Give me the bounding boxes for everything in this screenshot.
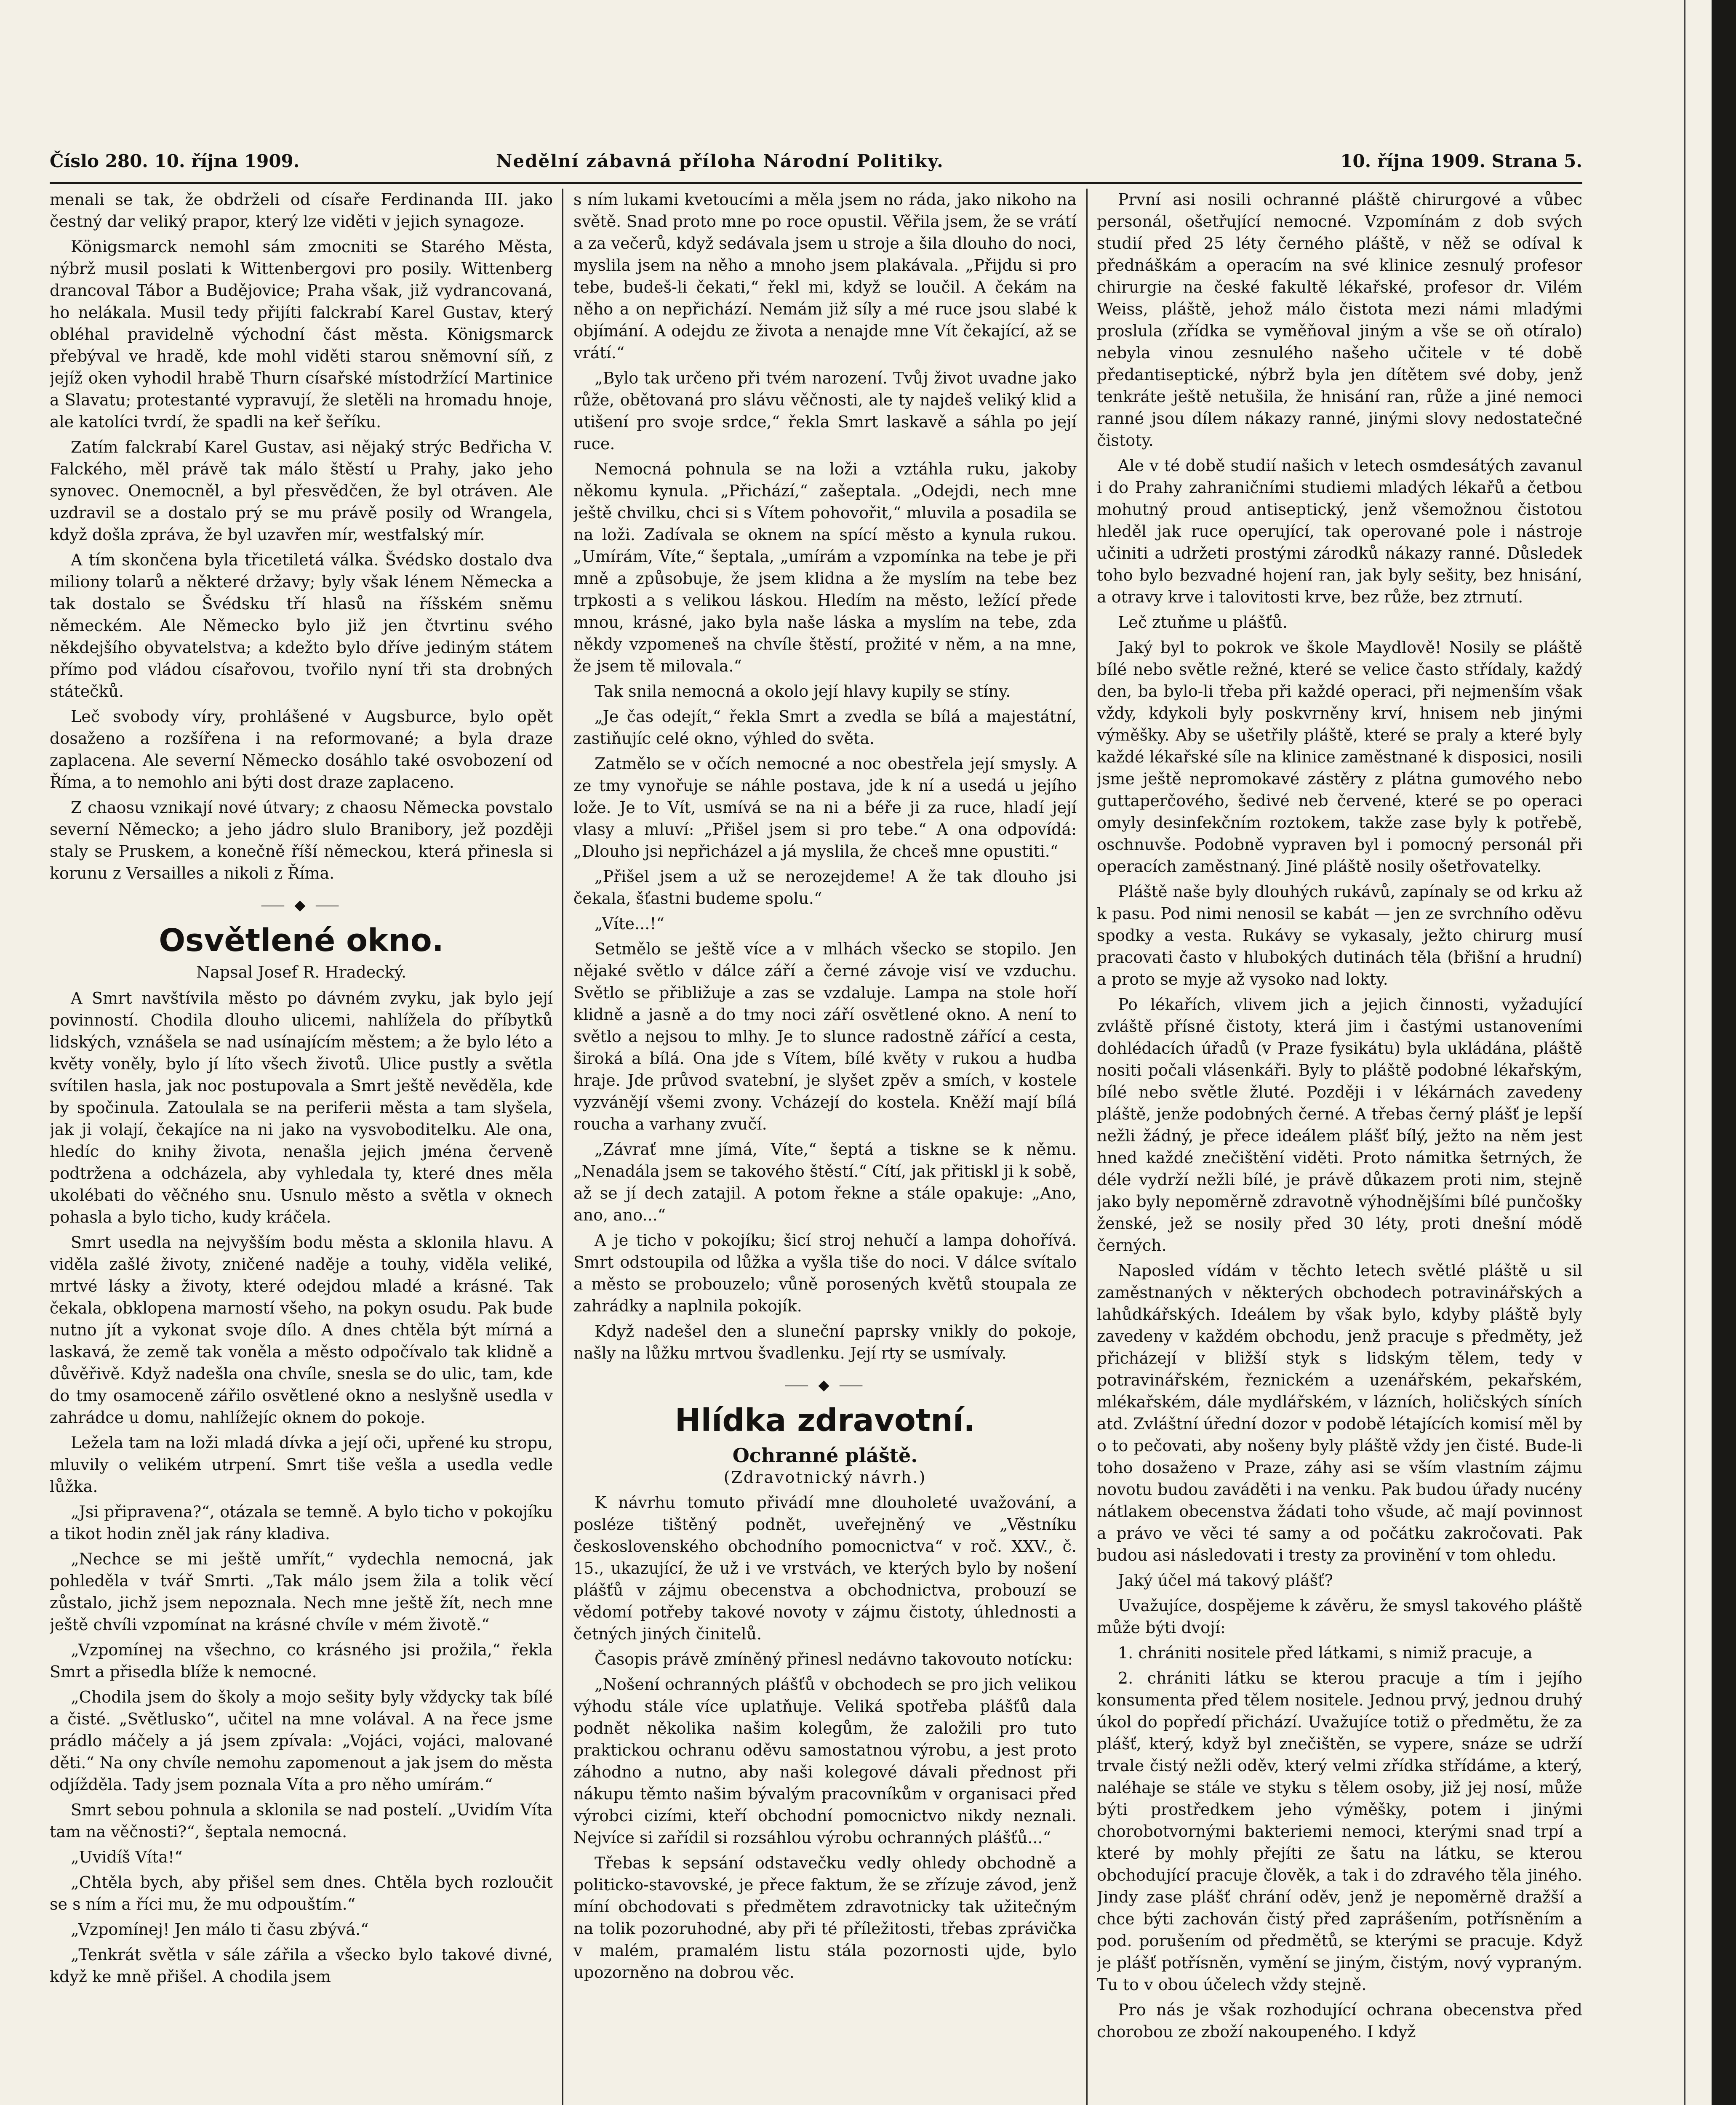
paragraph: A Smrt navštívila město po dávném zvyku, jak bylo její povinností. Chodila dlouho ulicemi, nahlížela do příbytků lidských, vznášela se nad usínajícím městem; a že bylo léto a květy voněly, bylo jí líto všech životů. Ulice pustly a světla svítilen hasla, jak noc postupovala a Smrt ještě nevěděla, kde by spočinula. Zatoulala se na periferii města a tam slyšela, jak ji volají, čekajíce na ni jako na vysvoboditelku. Ale ona, hledíc do knihy života, nenašla jejich jména červeně podtržena a odcházela, aby vyhledala ty, které dnes měla ukolébati do věčného snu. Usnulo město a světla v oknech pohasla a bylo ticho, kudy kráčela. <box>50 989 553 1226</box>
paragraph: Naposled vídám v těchto letech světlé pláště u sil zaměstnaných v některých obchodech potravinářských a lahůdkářských. Ideálem by však bylo, kdyby pláště byly zavedeny v každém obchodu, jenž pracuje s předměty, jež přicházejí v bližší styk s lidským tělem, tedy v potravinářském, řeznickém a uzenářském, pekařském, mlékařském, dále mydlářském, v lázních, holičských síních atd. Zvláštní úřední dozor v podobě létajících komisí měl by o to pečovati, aby nošeny byly pláště vždy jen čisté. Bude-li toho dosaženo v Praze, záhy asi se vším vlastním zájmu novotu budou zaváděti i na venku. Pak budou úřady nucény nátlakem obecenstva žádati toho všude, ač mají povinnost a právo ve věci té samy a od počátku zakročovati. Pak budou asi následovati i tresty za provinění v tom ohledu. <box>1097 1261 1582 1564</box>
column-1 <box>50 189 553 2105</box>
paragraph: „Přišel jsem a už se nerozejdeme! A že tak dlouho jsi čekala, šťastni budeme spolu.“ <box>573 867 1077 908</box>
paragraph: Leč ztuňme u plášťů. <box>1118 613 1288 632</box>
paragraph: „Vzpomínej na všechno, co krásného jsi prožila,“ řekla Smrt a přisedla blíže k nemocné. <box>50 1641 553 1681</box>
paragraph: „Je čas odejít,“ řekla Smrt a zvedla se bílá a majestátní, zastiňujíc celé okno, výhled do světa. <box>573 707 1077 748</box>
section-note: (Zdravotnický návrh.) <box>723 1468 927 1487</box>
paragraph: Leč svobody víry, prohlášené v Augsburce, bylo opět dosaženo a rozšířena i na reformované; a byla draze zaplacena. Ale severní Německo dosáhlo také osvobození od Říma, a to nemohlo ani býti dost draze zaplaceno. <box>50 707 553 791</box>
paragraph: „Chtěla bych, aby přišel sem dnes. Chtěla bych rozloučit se s ním a říci mu, že mu odpouštím.“ <box>50 1873 553 1913</box>
paragraph: s ním lukami kvetoucími a měla jsem no ráda, jako nikoho na světě. Snad proto mne po roce opustil. Věřila jsem, že se vrátí a za večerů, když sedávala jsem u stroje a šila dlouho do noci, myslila jsem na něho a mnoho jsem plakávala. „Přijdu si pro tebe, budeš-li čekati,“ řekl mi, když se loučil. A čekám na něho a on nepřichází. Nemám již síly a mé ruce jsou slabé k objímání. A odejdu ze života a nenajde mne Vít čekající, až se vrátí.“ <box>573 190 1077 362</box>
column-divider-2 <box>1086 189 1088 2105</box>
paragraph: Ležela tam na loži mladá dívka a její oči, upřené ku stropu, mluvily o velikém utrpení. Smrt tiše vešla a usedla vedle lůžka. <box>50 1434 553 1496</box>
paragraph: Zatmělo se v očích nemocné a noc obestřela její smysly. A ze tmy vynořuje se náhle postava, jde k ní a usedá u jejího lože. Je to Vít, usmívá se na ni a béře ji za ruce, hladí její vlasy a mluví: „Přišel jsem si pro tebe.“ A ona odpovídá: „Dlouho jsi nepřicházel a já myslila, že chceš mne opustiti.“ <box>573 754 1077 861</box>
paragraph: Königsmarck nemohl sám zmocniti se Starého Města, nýbrž musil poslati k Wittenbergovi pro posily. Wittenberg drancoval Tábor a Budějovice; Praha však, již vydrancovaná, ho nelákala. Musil tedy přijíti falckrabí Karel Gustav, který obléhal pravidelně východní část města. Königsmarck přebýval ve hradě, kde mohl viděti starou sněmovní síň, z jejíž oken vyhodil hrabě Thurn císařské místodržící Martinice a Slavatu; protestanté vypravují, že sletěli na hromadu hnoje, ale katolíci tvrdí, že spadli na keř šeříku. <box>50 237 553 431</box>
header-rule <box>50 182 1582 184</box>
header-publication-title: Nedělní zábavná příloha Národní Politiky. <box>496 151 944 171</box>
paragraph: 2. chrániti látku se kterou pracuje a tím i jejího konsumenta před tělem nositele. Jednou prvý, jednou druhý úkol do popředí přichází. Uvažujíce totiž o předmětu, že za plášť, který, když byl znečištěn, se vypere, snáze se udrží trvale čistý nežli oděv, který velmi zřídka střídáme, a který, naléhaje se stále ve styku s tělem osoby, již jej nosí, může býti prostředkem jeho výměšky, potem i jinými chorobotvornými bakteriemi nemoci, kterými snad trpí a které by mohly přejíti ze šatu na látku, se kterou obchodující pracuje člověk, a tak i do zdravého těla jiného. Jindy zase plášť chrání oděv, jenž je nepoměrně dražší a chce býti zachován čistý před zaprášením, potřísněním a pod. porušením od předmětů, se kterými se pracuje. Když je plášť potřísněn, vymění se jiným, čistým, nový vypraným. Tu to v obou účelech vždy stejně. <box>1097 1669 1582 1994</box>
paragraph: A je ticho v pokojíku; šicí stroj nehučí a lampa dohořívá. Smrt odstoupila od lůžka a vyšla tiše do noci. V dálce svítalo a město se probouzelo; vůně porosených květů stoupala ze zahrádky a naplnila pokojík. <box>573 1231 1077 1315</box>
paragraph: Ale v té době studií našich v letech osmdesátých zavanul i do Prahy zahraničními studiemi mladých lékařů a četbou mohutný proud antiseptický, jenž všemožnou čistotou hleděl jak ruce operující, tak operované pole i nástroje učiniti a udržeti prostými zárodků nákazy ranné. Důsledek toho bylo bezvadné hojení ran, jak byly sešity, bez hnisání, a otravy krve i talovitosti krve, bez růže, bez ztrnutí. <box>1097 456 1582 606</box>
paragraph: Zatím falckrabí Karel Gustav, asi nějaký strýc Bedřicha V. Falckého, měl právě tak málo štěstí u Prahy, jako jeho synovec. Onemocněl, a byl přesvědčen, že byl otráven. Ale uzdravil se a dostalo prý se mu právě posily od Wrangela, když došla zpráva, že byl uzavřen mír, westfalský mír. <box>50 438 553 544</box>
paragraph: Třebas k sepsání odstavečku vedly ohledy obchodně a politicko-stavovské, je přece faktum, že se zřízuje závod, jenž míní obchodovati s předmětem zdravotnicky tak užitečným na tolik pozoruhodné, aby při té příležitosti, třebas zprávička v malém, pramalém listu stála pozornosti ujde, bylo upozorněno na dobrou věc. <box>573 1854 1077 1982</box>
paragraph: Setmělo se ještě více a v mlhách všecko se stopilo. Jen nějaké světlo v dálce září a černé závoje visí ve vzduchu. Světlo se přibližuje a zas se vzdaluje. Lampa na stole hoří klidně a jasně a do tmy noci září osvětlené okno. A není to světlo a nejsou to mlhy. Je to slunce radostně zářící a cesta, široká a bílá. Ona jde s Vítem, bílé květy v rukou a hudba hraje. Jde průvod svatební, je slyšet zpěv a smích, v kostele vyzvánějí všemi zvony. Vcházejí do kostela. Kněží mají bílá roucha a varhany zvučí. <box>573 940 1077 1133</box>
paragraph: Uvažujíce, dospějeme k závěru, že smysl takového pláště může býti dvojí: <box>1097 1596 1582 1637</box>
paragraph: „Vzpomínej! Jen málo ti času zbývá.“ <box>71 1920 369 1939</box>
paragraph: menali se tak, že obdrželi od císaře Ferdinanda III. jako čestný dar veliký prapor, který lze viděti v jejich synagoze. <box>50 190 553 231</box>
page-edge-line <box>1684 0 1685 2105</box>
paragraph: Časopis právě zmíněný přinesl nedávno takovouto notícku: <box>595 1650 1073 1668</box>
section-ornament: ⸺ ◆ ⸺ <box>261 897 342 914</box>
paragraph: Jaký byl to pokrok ve škole Maydlově! Nosily se pláště bílé nebo světle režné, které se velice často střídaly, každý den, ba bylo-li třeba při každé operaci, při nejmenším však vždy, kdykoli byly poskvrněny krví, hnisem neb jinými výměšky. Aby se ušetřily pláště, které se praly a které byly každé lékařské síle na klinice zaměstnané k disposici, nosili jsme ještě nepromokavé zástěry z plátna gumového nebo guttaperčového, šedivé neb červené, které se po operaci omyly desinfekčním roztokem, takže zase byly k potřebě, oschnuvše. Podobně vypraven byl i pomocný personál při operacích zaměstnaný. Jiné pláště nosily ošetřovatelky. <box>1097 638 1582 876</box>
section-title: Hlídka zdravotní. <box>675 1402 976 1439</box>
header-issue-date: Číslo 280. 10. října 1909. <box>50 151 300 171</box>
paragraph: Když nadešel den a sluneční paprsky vnikly do pokoje, našly na lůžku mrtvou švadlenku. Její rty se usmívaly. <box>573 1322 1077 1362</box>
paragraph: Smrt sebou pohnula a sklonila se nad postelí. „Uvidím Víta tam na věčnosti?“, šeptala nemocná. <box>50 1801 553 1841</box>
column-divider-1 <box>562 189 563 2105</box>
page-header <box>50 151 1582 174</box>
story-byline: Napsal Josef R. Hradecký. <box>196 963 407 981</box>
paragraph: „Bylo tak určeno při tvém narození. Tvůj život uvadne jako růže, obětovaná pro slávu věčnosti, ale ty najdeš veliký klid a utišení pro svoje srdce,“ řekla Smrt laskavě a sáhla po její ruce. <box>573 369 1077 453</box>
section-subtitle: Ochranné pláště. <box>732 1444 918 1467</box>
paragraph: Po lékařích, vlivem jich a jejich činnosti, vyžadující zvláště přísné čistoty, která jim i častými ustanoveními dohlédacích úřadů (v Praze fysikátu) byla ukládána, pláště nositi počali vlásenkáři. Byly to pláště podobné lékařským, bílé nebo světle žluté. Později i v lékárnách zavedeny pláště, jenže podobných černé. A třebas černý plášť je lepší nežli žádný, je přece ideálem plášť bílý, ježto na něm jest hned každé znečištění viděti. Proto námitka šetrných, že déle vydrží nežli bílé, je právě důkazem proti nim, stejně jako byly nepoměrně zdravotně výhodnějšími bílé punčošky ženské, jež se nosily před 30 léty, proti dnešní módě černých. <box>1097 995 1582 1255</box>
paragraph: „Nechce se mi ještě umřít,“ vydechla nemocná, jak pohleděla v tvář Smrti. „Tak málo jsem žila a tolik věcí zůstalo, jichž jsem nepoznala. Nech mne ještě žít, nech mne ještě chvíli vzpomínat na krásné chvíle v mém životě.“ <box>50 1550 553 1634</box>
story-title: Osvětlené okno. <box>159 922 444 959</box>
paragraph: „Uvidíš Víta!“ <box>71 1848 183 1866</box>
paragraph: Pláště naše byly dlouhých rukávů, zapínaly se od krku až k pasu. Pod nimi nenosil se kabát — jen ze svrchního oděvu spodky a vesta. Rukávy se vykasaly, ježto chirurg musí pracovati často v hlubokých dutinách těla (břišní a hrudní) a proto se myje až vysoko nad lokty. <box>1097 882 1582 989</box>
paragraph: „Závrať mne jímá, Víte,“ šeptá a tiskne se k němu. „Nenadála jsem se takového štěstí.“ Cítí, jak přitiskl ji k sobě, až se jí dech zatajil. A potom řekne a stále opakuje: „Ano, ano, ano...“ <box>573 1140 1077 1224</box>
paragraph: 1. chrániti nositele před látkami, s nimiž pracuje, a <box>1118 1644 1533 1662</box>
header-page-number: 10. října 1909. Strana 5. <box>1340 151 1582 171</box>
paragraph: K návrhu tomuto přivádí mne dlouholeté uvažování, a posléze tištěný podnět, uveřejněný ve „Věstníku československého obchodního pomocnictva“ v roč. XXV., č. 15., ukazující, že už i ve vrstvách, ve kterých bylo by nošení plášťů v zájmu obecenstva a obchodnictva, probouzí se vědomí potřeby takové novoty v zájmu čistoty, úhlednosti a četných jiných činitelů. <box>573 1493 1077 1643</box>
paragraph: „Chodila jsem do školy a mojo sešity byly vždycky tak bílé a čisté. „Světlusko“, učitel na mne volával. A na řece jsme prádlo máčely a já jsem zpívala: „Vojáci, vojáci, malované děti.“ Na ony chvíle nemohu zapomenout a jak jsem do města odjížděla. Tady jsem poznala Víta a pro něho umírám.“ <box>50 1688 553 1794</box>
column-2 <box>573 189 1077 2105</box>
paragraph: První asi nosili ochranné pláště chirurgové a vůbec personál, ošetřující nemocné. Vzpomínám z dob svých studií před 25 léty černého pláště, v něž se odíval k přednáškám a operacím na své klinice zesnulý profesor chirurgie na české fakultě lékařské, profesor dr. Vilém Weiss, pláště, jehož málo čistota mezi námi mladými proslula (zřídka se vyměňoval jiným a vše se oň otíralo) nebyla vinou zesnulého našeho učitele v té době předantiseptické, nýbrž byla jen dítětem své doby, jenž tenkráte ještě netušila, že hnisání ran, růže a jiné nemoci ranné jsou dílem nákazy ranné, jinými slovy nedostatečné čistoty. <box>1097 190 1582 450</box>
paragraph: „Jsi připravena?“, otázala se temně. A bylo ticho v pokojíku a tikot hodin zněl jak rány kladiva. <box>50 1503 553 1543</box>
paragraph: „Nošení ochranných plášťů v obchodech se pro jich velikou výhodu stále více uplatňuje. Veliká spotřeba plášťů dala podnět několika našim kolegům, že založili pro tuto praktickou ochranu oděvu samostatnou výrobu, a jest proto záhodno a nutno, aby naši kolegové dávali přednost při nákupu těmto našim bývalým pracovníkům v organisaci před výrobci cizími, kteří obchodní pomocnictvo nikdy neznali. Nejvíce si zařídil si rozsáhlou výrobu ochranných plášťů...“ <box>573 1675 1077 1847</box>
paragraph: Z chaosu vznikají nové útvary; z chaosu Německa povstalo severní Německo; a jeho jádro slulo Branibory, jež později staly se Pruskem, a konečně říší německou, která přinesla si korunu z Versailles a nikoli z Říma. <box>50 798 553 882</box>
paragraph: Nemocná pohnula se na loži a vztáhla ruku, jakoby někomu kynula. „Přichází,“ zašeptala. „Odejdi, nech mne ještě chvilku, chci si s Vítem pohovořit,“ mluvila a posadila se na loži. Zadívala se oknem na spící město a kynula rukou. „Umírám, Víte,“ šeptala, „umírám a vzpomínka na tebe je při mně a způsobuje, že jsem klidna a že myslím na tebe bez trpkosti a s velikou láskou. Hledím na město, ležící přede mnou, krásné, jako byla naše láska a myslím na tebe, zda někdy vzpomeneš na chvíle štěstí, prožité v něm, a na mne, že jsem tě milovala.“ <box>573 460 1077 675</box>
paragraph: A tím skončena byla třicetiletá válka. Švédsko dostalo dva miliony tolarů a některé državy; byly však lénem Německa a tak dostalo se Švédsku tří hlasů na říšském sněmu německém. Ale Německo bylo již jen čtvrtinu svého někdejšího obyvatelstva; a kdežto bylo dříve jediným státem přímo pod vládou císařovou, tvořilo nyní tři sta drobných státečků. <box>50 551 553 701</box>
section-ornament: ⸺ ◆ ⸺ <box>784 1377 866 1394</box>
paragraph: „Víte...!“ <box>595 914 664 933</box>
paragraph: Jaký účel má takový plášť? <box>1118 1571 1333 1590</box>
paragraph: Pro nás je však rozhodující ochrana obecenstva před chorobou ze zboží nakoupeného. I když <box>1097 2001 1582 2041</box>
paragraph: „Tenkrát světla v sále zářila a všecko bylo takové divné, když ke mně přišel. A chodila jsem <box>50 1945 553 1986</box>
column-3 <box>1097 189 1582 2105</box>
page-edge-shadow <box>1712 0 1736 2105</box>
paragraph: Tak snila nemocná a okolo její hlavy kupily se stíny. <box>595 682 1011 701</box>
paragraph: Smrt usedla na nejvyšším bodu města a sklonila hlavu. A viděla zašlé životy, zničené naděje a touhy, viděla veliké, mrtvé lásky a životy, které odejdou mladé a krásné. Tak čekala, obklopena marností všeho, na pokyn osudu. Pak bude nutno jít a vykonat svoje dílo. A dnes chtěla být mírná a laskavá, že země tak voněla a město odpočívalo tak klidně a důvěřivě. Když nadešla ona chvíle, snesla se do ulic, tam, kde do tmy osamoceně zářilo osvětlené okno a neslyšně usedla v zahrádce u domu, nahlížejíc oknem do pokoje. <box>50 1233 553 1427</box>
